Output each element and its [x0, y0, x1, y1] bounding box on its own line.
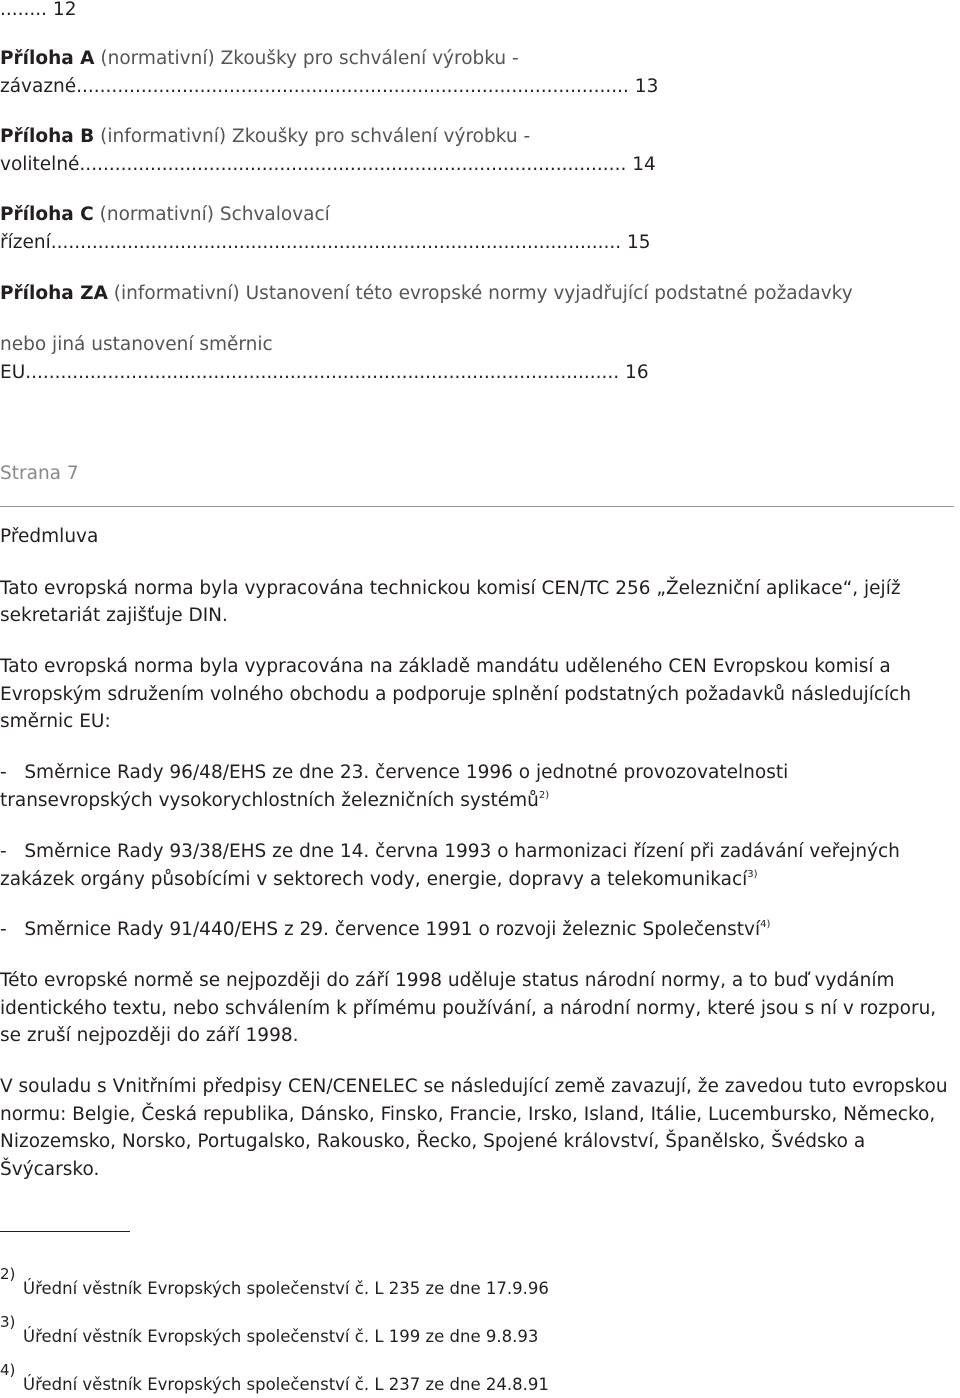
- paragraph-4-line-4: Švýcarsko.: [0, 1159, 100, 1180]
- toc-annex-za-label: Příloha ZA: [0, 283, 108, 304]
- toc-entry-annex-b-cont[interactable]: volitelné............................................................................................. 14: [0, 154, 656, 175]
- toc-annex-za-title: (informativní) Ustanovení této evropské normy vyjadřující podstatné požadavky: [107, 283, 853, 304]
- page-separator: [0, 506, 954, 507]
- footnote-4-text: Úřední věstník Evropských společenství č. L 237 ze dne 24.8.91: [23, 1375, 549, 1394]
- page-label: Strana 7: [0, 463, 79, 484]
- footnote-ref-2[interactable]: 2): [538, 790, 550, 801]
- directive-3-text: - Směrnice Rady 91/440/EHS z 29. července 1991 o rozvoji železnic Společenství: [0, 919, 761, 940]
- section-heading: Předmluva: [0, 526, 99, 547]
- toc-entry-annex-za-cont[interactable]: nebo jiná ustanovení směrnic: [0, 334, 273, 355]
- paragraph-2-line-3: směrnic EU:: [0, 711, 111, 732]
- footnote-separator: [0, 1231, 130, 1232]
- paragraph-2-line-1: Tato evropská norma byla vypracována na základě mandátu uděleného CEN Evropskou komisí a: [0, 656, 891, 677]
- paragraph-4-line-2: normu: Belgie, Česká republika, Dánsko, Finsko, Francie, Irsko, Island, Itálie, Lucembursko, Německo,: [0, 1104, 936, 1125]
- directive-3-line-1: [0, 921, 770, 940]
- footnote-3-mark: 3): [0, 1313, 16, 1331]
- footnote-ref-3[interactable]: 3): [747, 869, 758, 880]
- paragraph-2-line-2: Evropským sdružením volného obchodu a podporuje splnění podstatných požadavků následujících: [0, 684, 912, 705]
- directive-2-line-1: - Směrnice Rady 93/38/EHS ze dne 14. června 1993 o harmonizaci řízení při zadávání veřejných: [0, 841, 900, 862]
- paragraph-1-line-1: Tato evropská norma byla vypracována technickou komisí CEN/TC 256 „Železniční aplikace“, jejíž: [0, 578, 901, 599]
- toc-entry-annex-c-cont[interactable]: řízení................................................................................................. 15: [0, 232, 651, 253]
- toc-annex-b-label: Příloha B: [0, 126, 95, 147]
- footnote-3-text: Úřední věstník Evropských společenství č. L 199 ze dne 9.8.93: [23, 1327, 539, 1346]
- paragraph-4-line-3: Nizozemsko, Norsko, Portugalsko, Rakousko, Řecko, Spojené království, Španělsko, Švédsko a: [0, 1131, 866, 1152]
- toc-entry-prev[interactable]: ........ 12: [0, 0, 77, 20]
- toc-entry-annex-a[interactable]: [0, 50, 519, 69]
- toc-annex-a-label: Příloha A: [0, 48, 95, 69]
- footnote-ref-4[interactable]: 4): [760, 919, 771, 930]
- toc-annex-a-title: (normativní) Zkoušky pro schválení výrobku -: [94, 48, 519, 69]
- toc-entry-annex-za-cont2[interactable]: EU..................................................................................................... 16: [0, 362, 649, 383]
- toc-annex-c-title: (normativní) Schvalovací: [93, 204, 330, 225]
- paragraph-4-line-1: V souladu s Vnitřními předpisy CEN/CENELEC se následující země zavazují, že zavedou tuto evropskou: [0, 1076, 948, 1097]
- directive-1-line-2: [0, 792, 549, 811]
- toc-entry-annex-za[interactable]: [0, 285, 853, 304]
- paragraph-3-line-3: se zruší nejpozději do září 1998.: [0, 1025, 299, 1046]
- directive-1-line-1: - Směrnice Rady 96/48/EHS ze dne 23. července 1996 o jednotné provozovatelnosti: [0, 762, 789, 783]
- toc-entry-annex-a-cont[interactable]: závazné.............................................................................................. 13: [0, 76, 659, 97]
- paragraph-3-line-1: Této evropské normě se nejpozději do září 1998 uděluje status národní normy, a to buď vydáním: [0, 970, 895, 991]
- directive-1-text: transevropských vysokorychlostních železničních systémů: [0, 790, 539, 811]
- toc-entry-annex-c[interactable]: [0, 206, 330, 225]
- directive-2-text: zakázek orgány působícími v sektorech vody, energie, dopravy a telekomunikací: [0, 869, 748, 890]
- paragraph-3-line-2: identického textu, nebo schválením k přímému používání, a národní normy, které jsou s ní v rozporu,: [0, 998, 937, 1019]
- paragraph-1-line-2: sekretariát zajišťuje DIN.: [0, 605, 228, 626]
- toc-annex-b-title: (informativní) Zkoušky pro schválení výrobku -: [94, 126, 531, 147]
- toc-annex-c-label: Příloha C: [0, 204, 94, 225]
- footnote-4-mark: 4): [0, 1361, 16, 1379]
- footnote-2-text: Úřední věstník Evropských společenství č. L 235 ze dne 17.9.96: [23, 1279, 549, 1298]
- footnote-2-mark: 2): [0, 1265, 16, 1283]
- directive-2-line-2: [0, 871, 758, 890]
- toc-entry-annex-b[interactable]: [0, 128, 530, 147]
